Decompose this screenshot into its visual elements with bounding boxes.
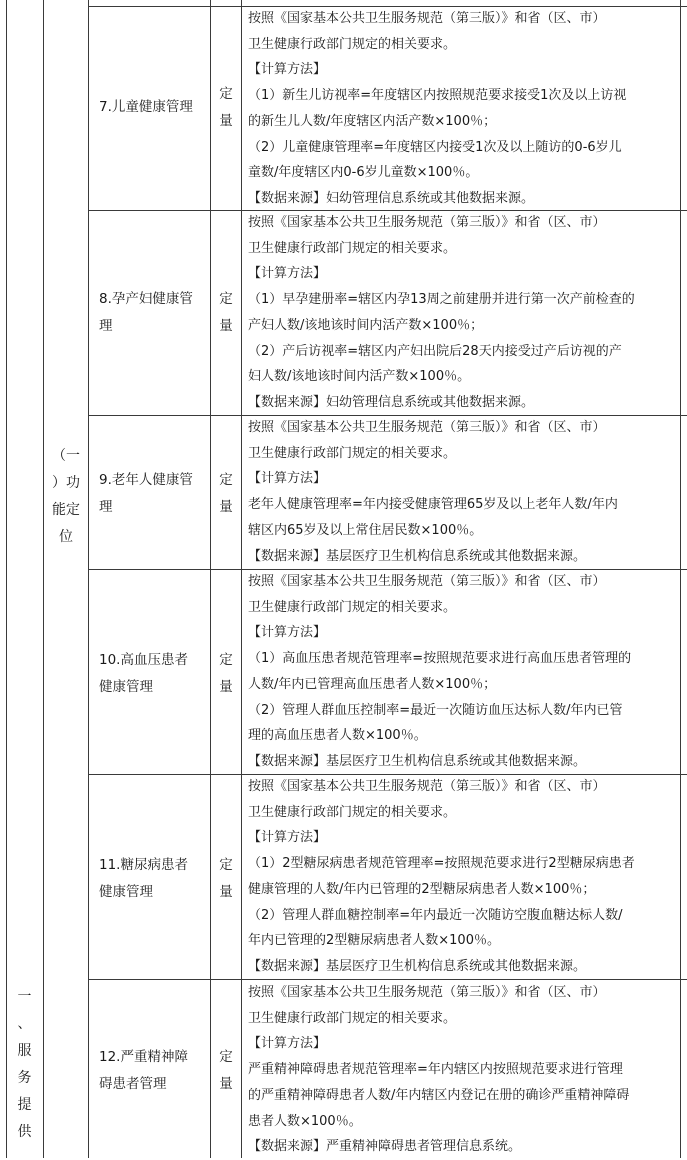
indicator-name-line: 11.糖尿病患者 bbox=[99, 857, 188, 873]
indicator-description bbox=[248, 980, 678, 1160]
indicator-type bbox=[212, 852, 240, 906]
description-line: 【数据来源】妇幼管理信息系统或其他数据来源。 bbox=[248, 394, 535, 410]
indicator-name bbox=[99, 467, 204, 521]
indicator-type-char: 定 bbox=[219, 857, 233, 873]
subcategory-line: ）功 bbox=[52, 475, 80, 491]
description-line: 【计算方法】 bbox=[248, 266, 327, 282]
description-line: 人数/年内已管理高血压患者人数×100％； bbox=[248, 676, 497, 692]
description-line: 【数据来源】基层医疗卫生机构信息系统或其他数据来源。 bbox=[248, 958, 587, 974]
description-line: 的严重精神障碍患者人数/年内辖区内登记在册的确诊严重精神障碍 bbox=[248, 1087, 630, 1103]
indicator-type-char: 量 bbox=[219, 499, 233, 515]
description-line: 理的高血压患者人数×100％。 bbox=[248, 728, 427, 744]
description-line: 【数据来源】妇幼管理信息系统或其他数据来源。 bbox=[248, 190, 535, 206]
indicator-type-char: 定 bbox=[219, 1049, 233, 1065]
indicator-type-char: 定 bbox=[219, 86, 233, 102]
indicator-name bbox=[99, 94, 204, 121]
description-line: 按照《国家基本公共卫生服务规范（第三版）》和省（区、市） bbox=[248, 420, 606, 435]
description-line: 按照《国家基本公共卫生服务规范（第三版）》和省（区、市） bbox=[248, 985, 606, 1000]
description-line: 健康管理的人数/年内已管理的2型糖尿病患者人数×100％； bbox=[248, 881, 596, 897]
description-line: 按照《国家基本公共卫生服务规范（第三版）》和省（区、市） bbox=[248, 215, 606, 230]
category-char: 一 bbox=[17, 989, 32, 1005]
description-line: 【计算方法】 bbox=[248, 830, 327, 846]
indicator-type-char: 定 bbox=[219, 652, 233, 668]
description-line: 产妇人数/该地该时间内活产数×100％； bbox=[248, 317, 484, 333]
description-line: 童数/年度辖区内0-6岁儿童数×100％。 bbox=[248, 165, 479, 181]
indicator-type-char: 量 bbox=[219, 1076, 233, 1092]
description-line: （1）新生儿访视率=年度辖区内按照规范要求接受1次及以上访视 bbox=[248, 88, 627, 104]
grid-line bbox=[88, 0, 89, 1158]
description-line: 【数据来源】基层医疗卫生机构信息系统或其他数据来源。 bbox=[248, 548, 587, 564]
indicator-type-char: 量 bbox=[219, 884, 233, 900]
description-line: 卫生健康行政部门规定的相关要求。 bbox=[248, 36, 457, 52]
description-line: （2）管理人群血糖控制率=年内最近一次随访空腹血糖达标人数/ bbox=[248, 907, 623, 923]
description-line: 按照《国家基本公共卫生服务规范（第三版）》和省（区、市） bbox=[248, 574, 606, 589]
subcategory-label bbox=[44, 443, 88, 551]
category-char: 务 bbox=[17, 1070, 32, 1086]
indicator-name-line: 碍患者管理 bbox=[99, 1076, 167, 1092]
description-line: 【计算方法】 bbox=[248, 62, 327, 78]
category-label bbox=[6, 984, 43, 1146]
indicator-name-line: 7.儿童健康管理 bbox=[99, 99, 193, 115]
description-line: 【计算方法】 bbox=[248, 1036, 327, 1052]
indicator-description bbox=[248, 210, 678, 416]
category-char: 提 bbox=[17, 1097, 32, 1113]
description-line: 按照《国家基本公共卫生服务规范（第三版）》和省（区、市） bbox=[248, 779, 606, 794]
description-line: 年内已管理的2型糖尿病患者人数×100％。 bbox=[248, 933, 500, 949]
description-line: 【数据来源】基层医疗卫生机构信息系统或其他数据来源。 bbox=[248, 753, 587, 769]
indicator-name-line: 理 bbox=[99, 318, 113, 334]
grid-line bbox=[680, 0, 681, 1158]
description-line: 老年人健康管理率=年内接受健康管理65岁及以上老年人数/年内 bbox=[248, 497, 618, 513]
indicator-name bbox=[99, 647, 204, 701]
indicator-type bbox=[212, 467, 240, 521]
indicator-type-char: 量 bbox=[219, 113, 233, 129]
description-line: 【数据来源】严重精神障碍患者管理信息系统。 bbox=[248, 1139, 522, 1155]
indicator-name bbox=[99, 286, 204, 340]
description-line: 卫生健康行政部门规定的相关要求。 bbox=[248, 240, 457, 256]
indicator-type-char: 定 bbox=[219, 291, 233, 307]
description-line: （1）2型糖尿病患者规范管理率=按照规范要求进行2型糖尿病患者 bbox=[248, 856, 635, 872]
description-line: （2）儿童健康管理率=年度辖区内接受1次及以上随访的0-6岁儿 bbox=[248, 139, 622, 155]
category-char: 、 bbox=[17, 1016, 32, 1032]
indicator-type bbox=[212, 286, 240, 340]
indicator-name-line: 9.老年人健康管 bbox=[99, 472, 193, 488]
indicator-description bbox=[248, 6, 678, 212]
subcategory-line: 能定 bbox=[52, 502, 80, 518]
subcategory-cell bbox=[44, 0, 88, 1158]
description-line: （2）产后访视率=辖区内产妇出院后28天内接受过产后访视的产 bbox=[248, 343, 622, 359]
indicator-name bbox=[99, 852, 204, 906]
indicator-name-line: 健康管理 bbox=[99, 679, 153, 695]
category-char: 服 bbox=[17, 1043, 32, 1059]
subcategory-line: （一 bbox=[52, 448, 80, 464]
indicator-name bbox=[99, 1044, 204, 1098]
indicator-name-line: 8.孕产妇健康管 bbox=[99, 291, 193, 307]
grid-line bbox=[241, 0, 242, 1158]
indicator-description bbox=[248, 415, 678, 569]
description-line: 辖区内65岁及以上常住居民数×100％。 bbox=[248, 522, 483, 538]
indicator-type-char: 量 bbox=[219, 318, 233, 334]
grid-line bbox=[210, 0, 211, 1158]
indicator-type-char: 量 bbox=[219, 679, 233, 695]
indicator-type-char: 定 bbox=[219, 472, 233, 488]
description-line: （1）早孕建册率=辖区内孕13周之前建册并进行第一次产前检查的 bbox=[248, 292, 635, 308]
category-char: 供 bbox=[17, 1124, 32, 1140]
indicator-name-line: 健康管理 bbox=[99, 884, 153, 900]
description-line: 妇人数/该地该时间内活产数×100％。 bbox=[248, 369, 471, 385]
description-line: （2）管理人群血压控制率=最近一次随访血压达标人数/年内已管 bbox=[248, 702, 623, 718]
category-cell bbox=[6, 0, 43, 1158]
indicator-type bbox=[212, 647, 240, 701]
description-line: 【计算方法】 bbox=[248, 471, 327, 487]
subcategory-line: 位 bbox=[59, 529, 73, 545]
indicator-name-line: 12.严重精神障 bbox=[99, 1049, 188, 1065]
description-line: 【计算方法】 bbox=[248, 625, 327, 641]
description-line: 的新生儿人数/年度辖区内活产数×100％； bbox=[248, 113, 497, 129]
description-line: 卫生健康行政部门规定的相关要求。 bbox=[248, 599, 457, 615]
description-line: 患者人数×100％。 bbox=[248, 1113, 362, 1129]
indicator-description bbox=[248, 774, 678, 980]
description-line: 严重精神障碍患者规范管理率=年内辖区内按照规范要求进行管理 bbox=[248, 1062, 623, 1078]
description-line: 卫生健康行政部门规定的相关要求。 bbox=[248, 804, 457, 820]
indicator-name-line: 理 bbox=[99, 499, 113, 515]
description-line: 按照《国家基本公共卫生服务规范（第三版）》和省（区、市） bbox=[248, 11, 606, 26]
indicator-name-line: 10.高血压患者 bbox=[99, 652, 188, 668]
indicator-description bbox=[248, 569, 678, 775]
indicator-type bbox=[212, 81, 240, 135]
description-line: 卫生健康行政部门规定的相关要求。 bbox=[248, 1010, 457, 1026]
description-line: （1）高血压患者规范管理率=按照规范要求进行高血压患者管理的 bbox=[248, 651, 632, 667]
description-line: 卫生健康行政部门规定的相关要求。 bbox=[248, 445, 457, 461]
indicator-type bbox=[212, 1044, 240, 1098]
